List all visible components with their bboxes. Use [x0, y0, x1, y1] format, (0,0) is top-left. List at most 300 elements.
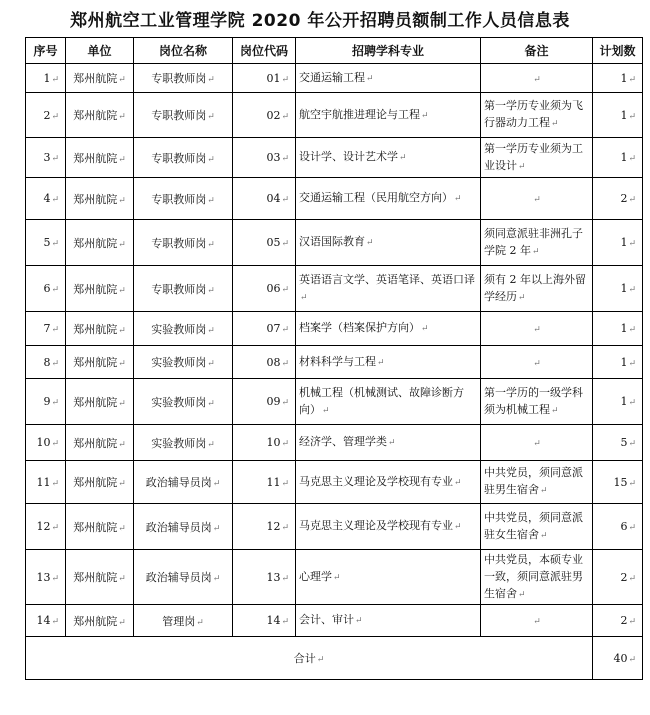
cell-unit	[66, 220, 134, 266]
cell-major	[296, 425, 481, 461]
cell-major-text: 会计、审计	[299, 613, 354, 626]
cell-post	[134, 605, 233, 637]
cell-unit-text: 郑州航院	[73, 151, 118, 165]
paragraph-mark-icon: ↵	[51, 573, 59, 584]
cell-post	[134, 93, 233, 138]
paragraph-mark-icon: ↵	[628, 398, 636, 408]
cell-post-text: 专职教师岗	[151, 151, 207, 165]
cell-note	[481, 550, 593, 605]
cell-major	[296, 93, 481, 138]
cell-no-text: 8	[43, 355, 51, 369]
cell-note-text: 第一学历的一级学科须为机械工程	[484, 385, 583, 416]
cell-major-text: 交通运输工程	[299, 70, 365, 84]
cell-unit	[66, 425, 134, 461]
cell-major	[296, 346, 481, 379]
paragraph-mark-icon: ↵	[118, 398, 126, 409]
paragraph-mark-icon: ↵	[540, 486, 548, 496]
cell-plan	[593, 379, 643, 425]
paragraph-mark-icon: ↵	[628, 439, 636, 449]
cell-unit-text: 郑州航院	[73, 322, 118, 336]
cell-unit-text: 郑州航院	[73, 614, 118, 628]
cell-unit	[66, 138, 134, 178]
paragraph-mark-icon: ↵	[212, 479, 221, 489]
cell-code	[233, 504, 296, 550]
cell-unit	[66, 504, 134, 550]
cell-no-text: 10	[36, 436, 51, 449]
cell-no	[26, 504, 66, 550]
cell-major-text: 经济学、管理学类	[299, 435, 387, 448]
cell-code-text: 03	[266, 151, 281, 164]
cell-post-text: 专职教师岗	[151, 282, 207, 296]
paragraph-mark-icon: ↵	[628, 154, 636, 164]
paragraph-mark-icon: ↵	[51, 358, 59, 369]
cell-major	[296, 220, 481, 266]
cell-post-text: 管理岗	[162, 614, 196, 628]
cell-no-text: 5	[43, 236, 51, 249]
cell-no	[26, 605, 66, 637]
paragraph-mark-icon: ↵	[628, 523, 636, 533]
paragraph-mark-icon: ↵	[281, 325, 289, 335]
header-major: 招聘学科专业	[296, 38, 481, 64]
cell-note-text: 须有 2 年以上海外留学经历	[484, 272, 586, 303]
cell-note	[481, 266, 593, 312]
cell-code-text: 07	[266, 322, 281, 335]
paragraph-mark-icon: ↵	[628, 111, 636, 122]
cell-major-text: 机械工程（机械测试、故障诊断方向）	[299, 385, 464, 416]
header-no: 序号	[26, 38, 66, 64]
paragraph-mark-icon: ↵	[628, 478, 636, 489]
paragraph-mark-icon: ↵	[281, 195, 289, 205]
cell-plan	[593, 178, 643, 220]
cell-major	[296, 379, 481, 425]
cell-major-text: 交通运输工程（民用航空方向）	[299, 191, 453, 204]
paragraph-mark-icon: ↵	[281, 285, 289, 295]
table-row	[26, 266, 643, 312]
cell-note-text: 中共党员，本硕专业一致，须同意派驻男生宿舍	[484, 552, 583, 600]
recruitment-table	[25, 37, 643, 680]
cell-no-text: 11	[36, 475, 51, 489]
cell-no-text: 4	[43, 192, 51, 205]
paragraph-mark-icon: ↵	[316, 655, 325, 665]
cell-plan	[593, 425, 643, 461]
paragraph-mark-icon: ↵	[118, 325, 126, 336]
cell-post	[134, 178, 233, 220]
paragraph-mark-icon: ↵	[118, 359, 126, 369]
paragraph-mark-icon: ↵	[207, 239, 215, 250]
cell-code	[233, 346, 296, 379]
cell-plan-text: 6	[620, 520, 628, 533]
cell-unit	[66, 605, 134, 637]
paragraph-mark-icon: ↵	[207, 398, 215, 409]
paragraph-mark-icon: ↵	[281, 74, 289, 85]
cell-major-text: 马克思主义理论及学校现有专业	[299, 474, 453, 488]
cell-no	[26, 178, 66, 220]
paragraph-mark-icon: ↵	[207, 195, 215, 206]
paragraph-mark-icon: ↵	[281, 617, 289, 627]
cell-no-text: 7	[43, 322, 51, 335]
cell-major	[296, 605, 481, 637]
table-body	[26, 64, 643, 637]
cell-unit-text: 郑州航院	[73, 236, 118, 250]
cell-code	[233, 550, 296, 605]
cell-no-text: 12	[36, 520, 51, 533]
paragraph-mark-icon: ↵	[518, 161, 526, 172]
cell-plan-text: 1	[620, 151, 628, 164]
cell-code-text: 01	[266, 71, 281, 85]
paragraph-mark-icon: ↵	[281, 154, 289, 164]
paragraph-mark-icon: ↵	[628, 195, 636, 205]
paragraph-mark-icon: ↵	[118, 439, 126, 450]
paragraph-mark-icon: ↵	[377, 357, 385, 368]
cell-no	[26, 379, 66, 425]
cell-unit	[66, 93, 134, 138]
cell-unit	[66, 550, 134, 605]
header-post: 岗位名称	[134, 38, 233, 64]
cell-unit	[66, 266, 134, 312]
cell-note	[481, 138, 593, 178]
cell-unit-text: 郑州航院	[73, 395, 118, 409]
cell-note-text: 第一学历专业须为工业设计	[484, 141, 583, 172]
cell-plan-text: 1	[620, 395, 628, 408]
total-label: 合计	[293, 652, 316, 665]
cell-code-text: 02	[266, 108, 281, 122]
table-row	[26, 550, 643, 605]
cell-unit-text: 郑州航院	[73, 282, 118, 296]
cell-post	[134, 138, 233, 178]
cell-post	[134, 266, 233, 312]
paragraph-mark-icon: ↵	[628, 285, 636, 295]
cell-no-text: 6	[43, 282, 51, 295]
cell-code-text: 04	[266, 192, 281, 205]
cell-major-text: 心理学	[299, 569, 332, 583]
cell-plan	[593, 346, 643, 379]
cell-plan-text: 1	[620, 282, 628, 295]
cell-post	[134, 220, 233, 266]
paragraph-mark-icon: ↵	[628, 325, 636, 335]
cell-unit	[66, 461, 134, 504]
cell-post-text: 政治辅导员岗	[145, 476, 212, 489]
cell-code-text: 08	[266, 355, 281, 369]
paragraph-mark-icon: ↵	[628, 358, 636, 369]
header-unit: 单位	[66, 38, 134, 64]
table-row	[26, 425, 643, 461]
paragraph-mark-icon: ↵	[322, 405, 330, 416]
cell-code-text: 10	[266, 436, 281, 449]
paragraph-mark-icon: ↵	[532, 246, 540, 257]
paragraph-mark-icon: ↵	[533, 617, 541, 627]
cell-note-text: 中共党员，须同意派驻男生宿舍	[484, 466, 583, 496]
cell-code-text: 05	[266, 236, 281, 249]
paragraph-mark-icon: ↵	[533, 74, 541, 85]
cell-code	[233, 93, 296, 138]
paragraph-mark-icon: ↵	[118, 239, 126, 250]
paragraph-mark-icon: ↵	[118, 75, 126, 85]
cell-no	[26, 346, 66, 379]
cell-post-text: 专职教师岗	[151, 236, 207, 250]
table-header-row	[26, 38, 643, 64]
header-plan: 计划数	[593, 38, 643, 64]
cell-unit-text: 郑州航院	[73, 192, 118, 206]
paragraph-mark-icon: ↵	[51, 111, 59, 122]
cell-code-text: 13	[266, 570, 281, 584]
cell-note	[481, 220, 593, 266]
cell-code	[233, 64, 296, 93]
cell-post	[134, 346, 233, 379]
paragraph-mark-icon: ↵	[51, 439, 59, 449]
cell-note-text: 第一学历专业须为飞行器动力工程	[484, 99, 583, 129]
paragraph-mark-icon: ↵	[518, 292, 526, 303]
table-row	[26, 461, 643, 504]
table-row	[26, 64, 643, 93]
cell-note	[481, 93, 593, 138]
paragraph-mark-icon: ↵	[51, 74, 59, 85]
paragraph-mark-icon: ↵	[118, 479, 126, 489]
cell-plan	[593, 266, 643, 312]
cell-major	[296, 504, 481, 550]
paragraph-mark-icon: ↵	[300, 292, 308, 303]
cell-major-text: 英语语言文学、英语笔译、英语口译	[299, 272, 475, 286]
cell-major	[296, 138, 481, 178]
paragraph-mark-icon: ↵	[533, 325, 541, 335]
paragraph-mark-icon: ↵	[628, 239, 636, 249]
paragraph-mark-icon: ↵	[366, 73, 374, 84]
table-row	[26, 93, 643, 138]
cell-plan-text: 2	[620, 192, 628, 205]
cell-code	[233, 138, 296, 178]
paragraph-mark-icon: ↵	[628, 654, 636, 665]
paragraph-mark-icon: ↵	[51, 154, 59, 164]
cell-plan-text: 1	[620, 108, 628, 122]
cell-major	[296, 178, 481, 220]
paragraph-mark-icon: ↵	[118, 285, 126, 296]
paragraph-mark-icon: ↵	[281, 439, 289, 449]
paragraph-mark-icon: ↵	[207, 285, 215, 296]
cell-unit-text: 郑州航院	[73, 476, 118, 489]
cell-no	[26, 220, 66, 266]
paragraph-mark-icon: ↵	[355, 616, 363, 626]
paragraph-mark-icon: ↵	[118, 574, 126, 584]
cell-code-text: 12	[266, 520, 281, 533]
cell-plan	[593, 550, 643, 605]
cell-post-text: 专职教师岗	[151, 192, 207, 206]
cell-note	[481, 346, 593, 379]
cell-unit	[66, 178, 134, 220]
paragraph-mark-icon: ↵	[421, 324, 429, 334]
cell-no-text: 3	[43, 151, 51, 164]
paragraph-mark-icon: ↵	[207, 112, 215, 122]
paragraph-mark-icon: ↵	[51, 478, 59, 489]
cell-major-text: 马克思主义理论及学校现有专业	[299, 519, 453, 532]
cell-code	[233, 266, 296, 312]
cell-no	[26, 550, 66, 605]
paragraph-mark-icon: ↵	[454, 477, 462, 488]
paragraph-mark-icon: ↵	[281, 398, 289, 408]
cell-post-text: 政治辅导员岗	[145, 520, 212, 534]
cell-major	[296, 64, 481, 93]
cell-no-text: 9	[43, 395, 51, 408]
table-row	[26, 138, 643, 178]
paragraph-mark-icon: ↵	[118, 195, 126, 206]
cell-no	[26, 138, 66, 178]
cell-post-text: 专职教师岗	[151, 72, 207, 85]
cell-no	[26, 93, 66, 138]
paragraph-mark-icon: ↵	[281, 573, 289, 584]
cell-post-text: 实验教师岗	[151, 322, 207, 336]
paragraph-mark-icon: ↵	[118, 523, 126, 534]
cell-major	[296, 312, 481, 346]
cell-plan-text: 1	[620, 236, 628, 249]
cell-post-text: 实验教师岗	[151, 356, 207, 369]
cell-post-text: 实验教师岗	[151, 395, 207, 409]
cell-major-text: 材料科学与工程	[299, 354, 376, 368]
paragraph-mark-icon: ↵	[207, 325, 215, 336]
table-row	[26, 379, 643, 425]
cell-major-text: 档案学（档案保护方向）	[299, 321, 420, 334]
cell-unit-text: 郑州航院	[73, 571, 118, 584]
cell-note	[481, 461, 593, 504]
paragraph-mark-icon: ↵	[118, 112, 126, 122]
cell-plan	[593, 312, 643, 346]
cell-unit	[66, 346, 134, 379]
paragraph-mark-icon: ↵	[628, 74, 636, 85]
page-title: 郑州航空工业管理学院 2020 年公开招聘员额制工作人员信息表	[70, 11, 570, 31]
cell-plan	[593, 138, 643, 178]
paragraph-mark-icon: ↵	[51, 285, 59, 295]
cell-plan	[593, 93, 643, 138]
cell-post	[134, 461, 233, 504]
paragraph-mark-icon: ↵	[207, 75, 215, 85]
cell-no-text: 2	[43, 108, 51, 122]
paragraph-mark-icon: ↵	[454, 194, 462, 204]
cell-no	[26, 64, 66, 93]
cell-unit	[66, 379, 134, 425]
cell-plan	[593, 64, 643, 93]
cell-major	[296, 550, 481, 605]
paragraph-mark-icon: ↵	[454, 522, 462, 532]
cell-post-text: 专职教师岗	[151, 109, 207, 122]
paragraph-mark-icon: ↵	[212, 574, 221, 584]
cell-note-text: 须同意派驻非洲孔子学院 2 年	[484, 226, 583, 257]
paragraph-mark-icon: ↵	[207, 439, 215, 450]
cell-code	[233, 220, 296, 266]
header-note: 备注	[481, 38, 593, 64]
cell-note	[481, 64, 593, 93]
cell-post	[134, 379, 233, 425]
paragraph-mark-icon: ↵	[518, 589, 526, 600]
cell-unit-text: 郑州航院	[73, 72, 118, 85]
cell-major-text: 设计学、设计艺术学	[299, 150, 398, 163]
cell-major	[296, 461, 481, 504]
paragraph-mark-icon: ↵	[51, 523, 59, 533]
cell-post	[134, 312, 233, 346]
cell-no-text: 13	[36, 570, 51, 584]
cell-major-text: 汉语国际教育	[299, 235, 365, 248]
paragraph-mark-icon: ↵	[533, 358, 541, 369]
paragraph-mark-icon: ↵	[212, 523, 221, 534]
cell-post	[134, 504, 233, 550]
cell-code	[233, 425, 296, 461]
paragraph-mark-icon: ↵	[51, 195, 59, 205]
cell-plan-text: 1	[620, 355, 628, 369]
cell-plan-text: 2	[620, 614, 628, 627]
cell-no	[26, 312, 66, 346]
cell-code	[233, 379, 296, 425]
table-row	[26, 178, 643, 220]
paragraph-mark-icon: ↵	[366, 238, 374, 248]
cell-note	[481, 425, 593, 461]
paragraph-mark-icon: ↵	[118, 617, 126, 628]
cell-note	[481, 379, 593, 425]
cell-plan	[593, 220, 643, 266]
total-row	[26, 637, 643, 680]
header-code: 岗位代码	[233, 38, 296, 64]
cell-major	[296, 266, 481, 312]
cell-note-text: 中共党员，须同意派驻女生宿舍	[484, 510, 583, 541]
total-value: 40	[613, 651, 628, 665]
cell-code-text: 11	[266, 475, 281, 489]
cell-note	[481, 504, 593, 550]
cell-code	[233, 461, 296, 504]
paragraph-mark-icon: ↵	[628, 617, 636, 627]
paragraph-mark-icon: ↵	[551, 119, 559, 129]
cell-post-text: 政治辅导员岗	[145, 571, 212, 584]
cell-unit-text: 郑州航院	[73, 109, 118, 122]
cell-no	[26, 266, 66, 312]
paragraph-mark-icon: ↵	[421, 110, 429, 121]
paragraph-mark-icon: ↵	[51, 617, 59, 627]
table-row	[26, 220, 643, 266]
cell-note	[481, 605, 593, 637]
total-cell	[26, 637, 593, 680]
cell-code-text: 06	[266, 282, 281, 295]
cell-post-text: 实验教师岗	[151, 436, 207, 450]
paragraph-mark-icon: ↵	[281, 239, 289, 249]
cell-no-text: 1	[43, 71, 51, 85]
table-row	[26, 312, 643, 346]
cell-code-text: 14	[266, 614, 281, 627]
cell-plan-text: 1	[620, 322, 628, 335]
table-row	[26, 605, 643, 637]
cell-post	[134, 425, 233, 461]
cell-unit	[66, 64, 134, 93]
paragraph-mark-icon: ↵	[207, 154, 215, 165]
cell-note	[481, 312, 593, 346]
cell-unit-text: 郑州航院	[73, 436, 118, 450]
cell-code	[233, 178, 296, 220]
cell-plan-text: 2	[620, 570, 628, 584]
paragraph-mark-icon: ↵	[207, 359, 215, 369]
paragraph-mark-icon: ↵	[399, 153, 407, 163]
total-value-cell	[593, 637, 643, 680]
cell-no	[26, 425, 66, 461]
cell-plan-text: 1	[620, 71, 628, 85]
paragraph-mark-icon: ↵	[196, 617, 204, 628]
paragraph-mark-icon: ↵	[51, 398, 59, 408]
cell-plan-text: 15	[613, 475, 628, 489]
paragraph-mark-icon: ↵	[51, 325, 59, 335]
paragraph-mark-icon: ↵	[118, 154, 126, 165]
paragraph-mark-icon: ↵	[388, 438, 396, 448]
cell-plan	[593, 605, 643, 637]
paragraph-mark-icon: ↵	[540, 530, 548, 541]
cell-no-text: 14	[36, 614, 51, 627]
cell-plan	[593, 461, 643, 504]
paragraph-mark-icon: ↵	[281, 478, 289, 489]
paragraph-mark-icon: ↵	[333, 572, 341, 583]
cell-plan	[593, 504, 643, 550]
paragraph-mark-icon: ↵	[51, 239, 59, 249]
cell-post	[134, 550, 233, 605]
